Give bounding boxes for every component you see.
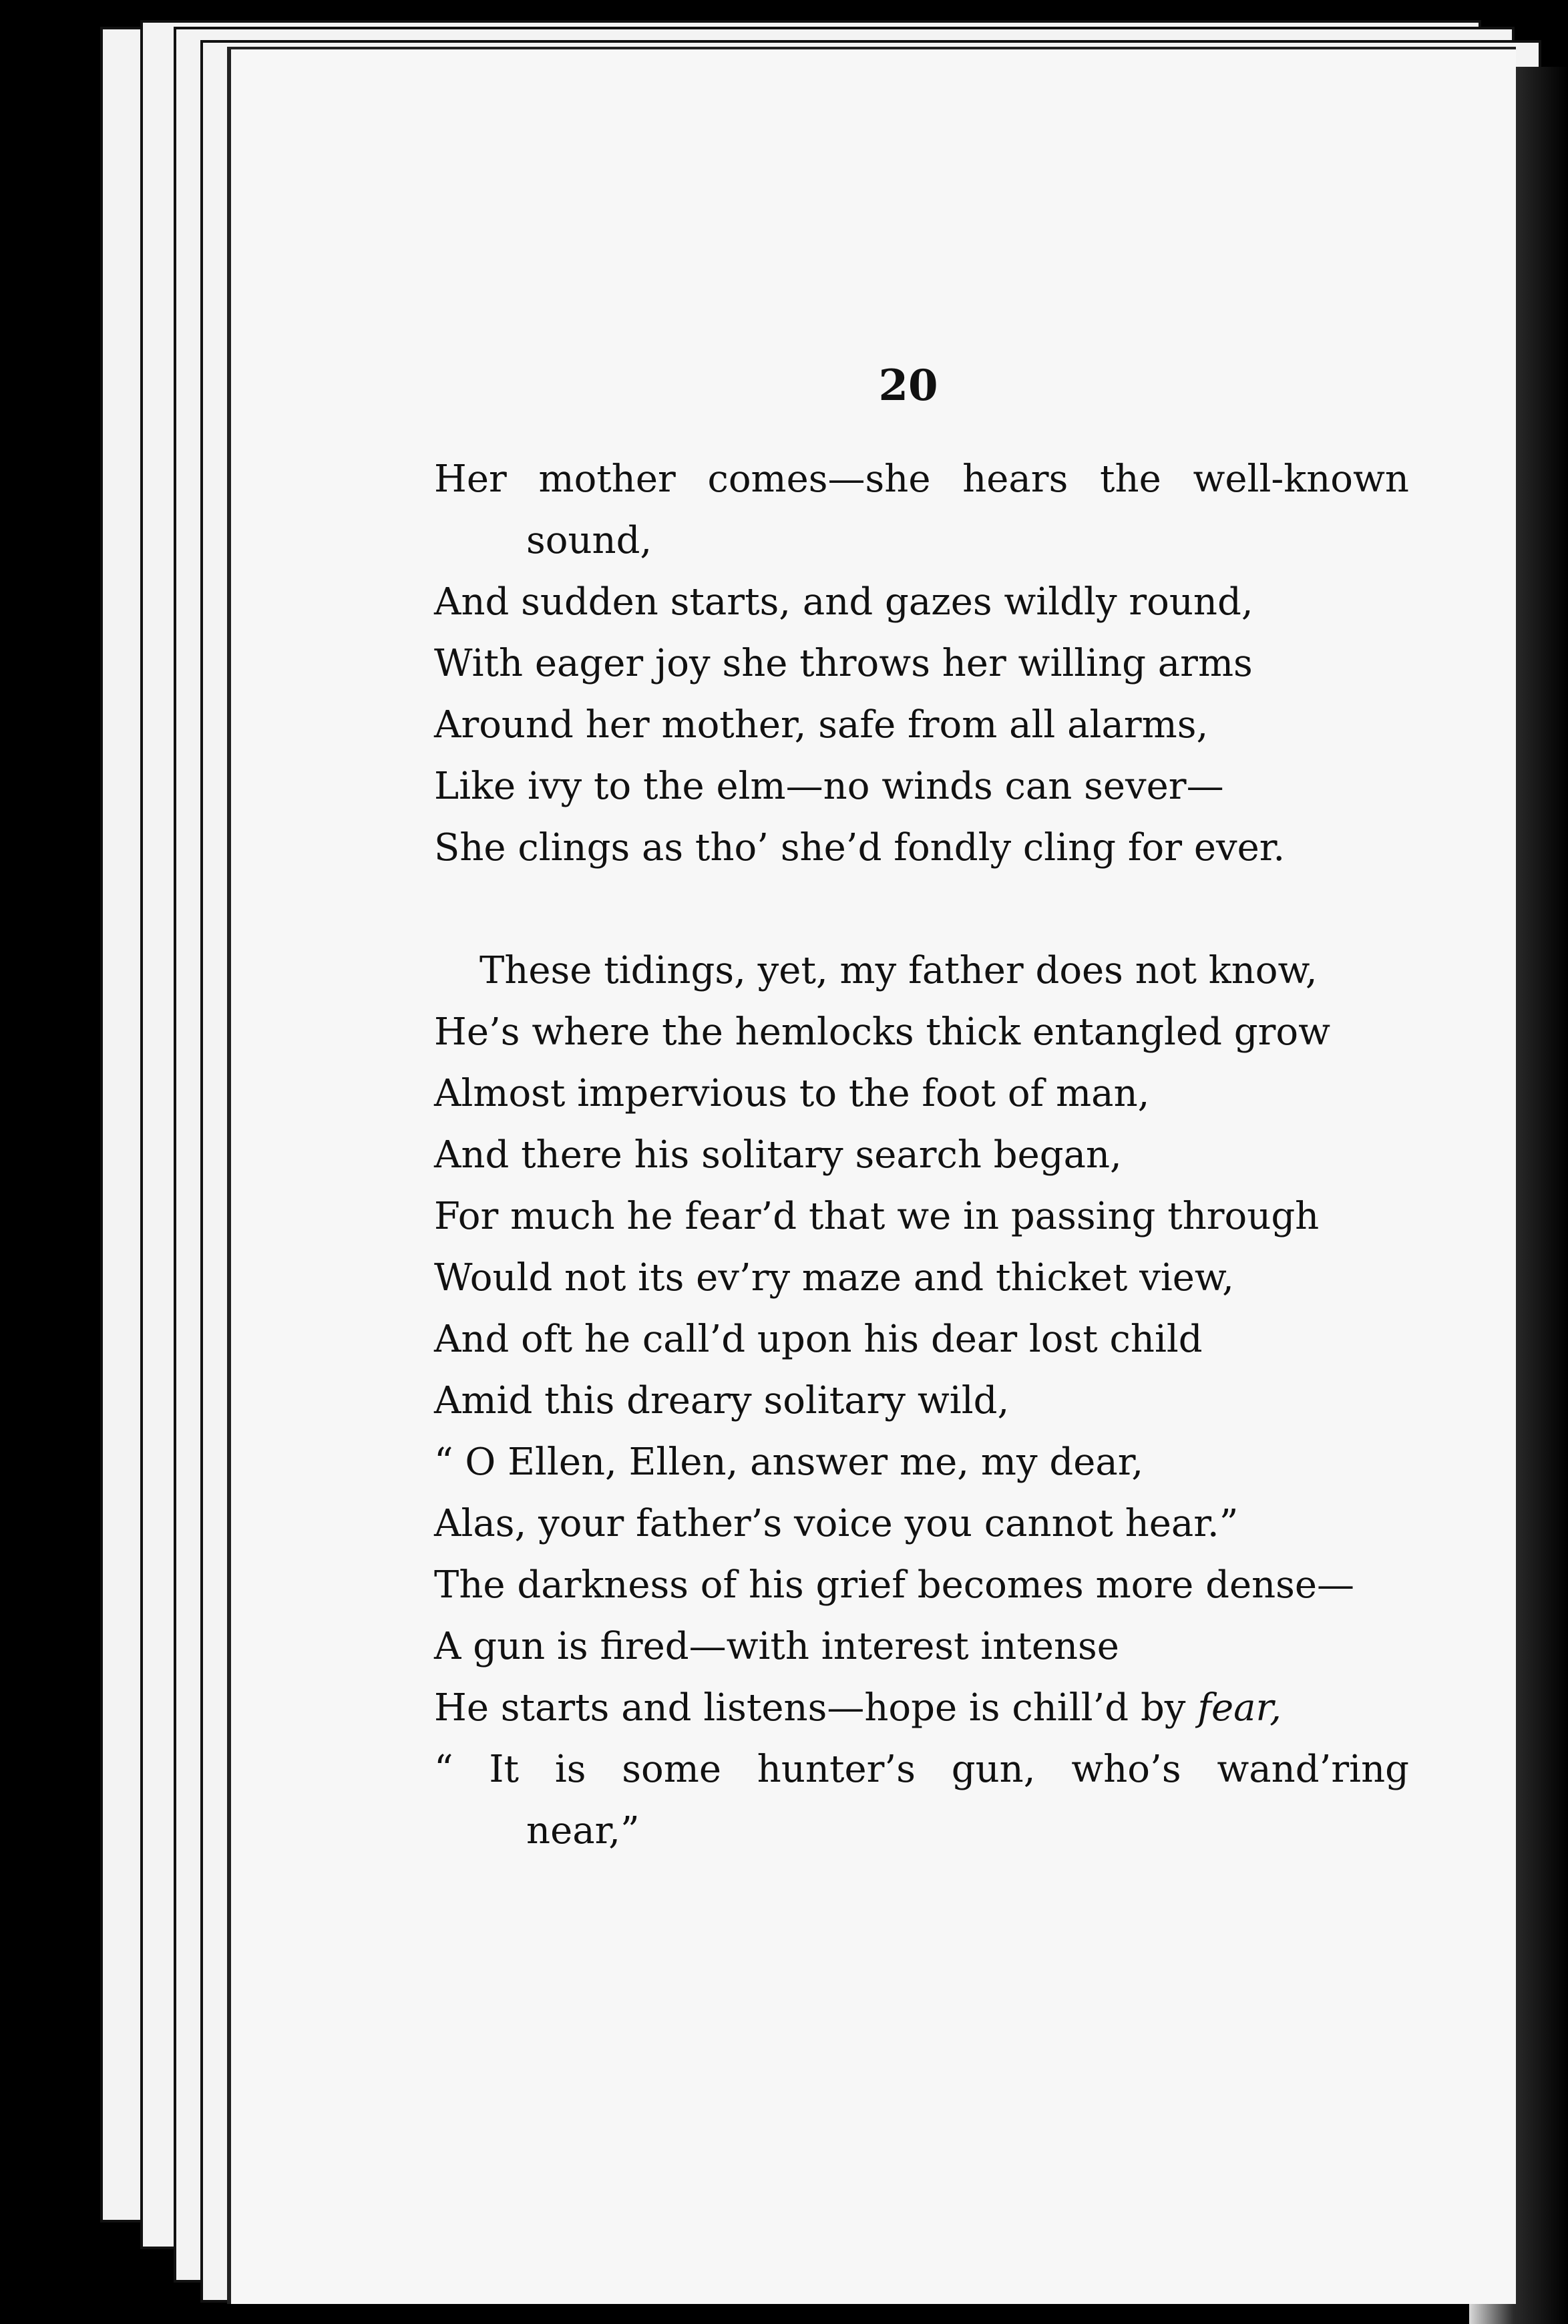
poem-line: For much he fear’d that we in passing through (434, 1195, 1320, 1238)
poem-line: Almost impervious to the foot of man, (434, 1072, 1150, 1115)
poem-line: Like ivy to the elm—no winds can sever— (434, 765, 1224, 808)
poem-line: Alas, your father’s voice you cannot hear.” (434, 1502, 1239, 1545)
poem-line: And there his solitary search began, (434, 1133, 1122, 1177)
poem-line: The darkness of his grief becomes more dense— (434, 1563, 1355, 1607)
poem-line: “ O Ellen, Ellen, answer me, my dear, (434, 1440, 1144, 1484)
poem-line: With eager joy she throws her willing arms (434, 642, 1253, 685)
poem-line: He’s where the hemlocks thick entangled grow (434, 1010, 1331, 1054)
poem-line: These tidings, yet, my father does not know, (479, 949, 1318, 992)
poem-line: Her mother comes—she hears the well-known (434, 457, 1409, 501)
poem-line: And sudden starts, and gazes wildly round, (434, 580, 1253, 624)
poem-line: She clings as tho’ she’d fondly cling for ever. (434, 826, 1286, 869)
poem-line: Amid this dreary solitary wild, (434, 1379, 1010, 1422)
poem-line: And oft he call’d upon his dear lost child (434, 1318, 1203, 1361)
poem-line: near,” (526, 1809, 640, 1853)
stanza-break (434, 879, 1409, 940)
poem-line: Around her mother, safe from all alarms, (434, 703, 1209, 747)
page-number: 20 (878, 361, 938, 411)
poem-line: sound, (526, 519, 652, 562)
poem-line (434, 1678, 1409, 1739)
poem-line-text: He starts and listens—hope is chill’d by (434, 1686, 1198, 1730)
poem-line-italic: fear, (1197, 1686, 1282, 1730)
poem-line: Would not its ev’ry maze and thicket view, (434, 1256, 1234, 1300)
poem-line: A gun is fired—with interest intense (434, 1625, 1119, 1668)
poem-line: “ It is some hunter’s gun, who’s wand’ring (434, 1748, 1409, 1791)
poem-text (434, 449, 1409, 1862)
